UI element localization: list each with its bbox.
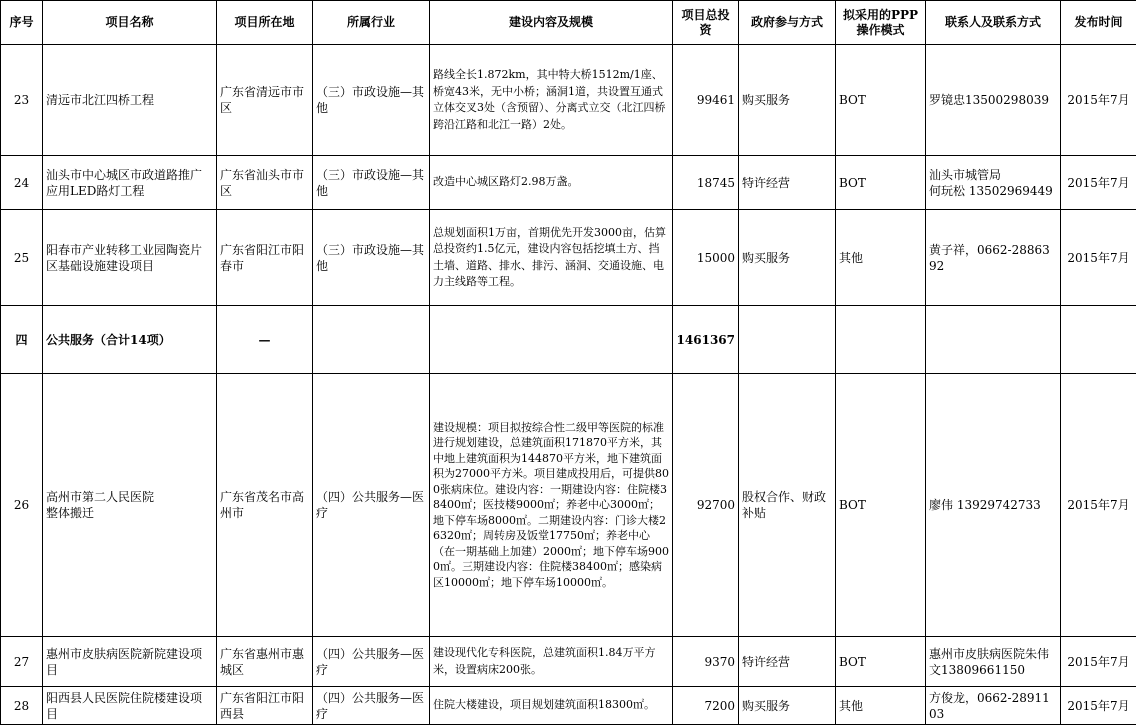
cell-industry: （四）公共服务—医疗	[313, 374, 430, 637]
col-header-contact: 联系人及联系方式	[926, 1, 1061, 45]
section-location: —	[217, 306, 313, 374]
cell-scope: 建设规模：项目拟按综合性二级甲等医院的标准进行规划建设，总建筑面积171870平方米，其中地上建筑面积为144870平方米，地下建筑面积为27000平方米。项目建成投用后，可提供800张病床位。建设内容：一期建设内容：住院楼38400㎡；医技楼9000㎡；养老中心3000㎡；地下停车场8000㎡。二期建设内容：门诊大楼26320㎡；周转房及饭堂17750㎡；养老中心（在一期基础上加建）2000㎡；地下停车场9000㎡。三期建设内容：住院楼38400㎡；感染病区10000㎡；地下停车场10000㎡。	[430, 374, 673, 637]
cell-name: 惠州市皮肤病医院新院建设项目	[43, 637, 217, 687]
section-name: 公共服务（合计14项）	[43, 306, 217, 374]
cell-location: 广东省清远市市区	[217, 45, 313, 156]
col-header-investment: 项目总投资	[673, 1, 739, 45]
cell-mode: BOT	[836, 156, 926, 210]
cell-no: 26	[1, 374, 43, 637]
col-header-name: 项目名称	[43, 1, 217, 45]
cell-industry: （四）公共服务—医疗	[313, 637, 430, 687]
cell-scope: 路线全长1.872km，其中特大桥1512m/1座、桥宽43米，无中小桥；涵洞1道，共设置互通式立体交叉3处（含预留）、分离式立交（北江四桥跨沿江路和北江一路）2处。	[430, 45, 673, 156]
header-row	[1, 1, 1136, 45]
table-row	[1, 45, 1136, 156]
cell-location: 广东省阳江市阳西县	[217, 687, 313, 725]
col-header-location: 项目所在地	[217, 1, 313, 45]
cell-gov: 购买服务	[739, 45, 836, 156]
cell-date: 2015年7月	[1061, 374, 1136, 637]
col-header-gov: 政府参与方式	[739, 1, 836, 45]
table-row	[1, 210, 1136, 306]
cell-date: 2015年7月	[1061, 156, 1136, 210]
cell-name: 高州市第二人民医院 整体搬迁	[43, 374, 217, 637]
cell-no: 24	[1, 156, 43, 210]
cell-contact: 方俊龙，0662-2891103	[926, 687, 1061, 725]
section-gov	[739, 306, 836, 374]
cell-scope: 建设现代化专科医院，总建筑面积1.84万平方米，设置病床200张。	[430, 637, 673, 687]
cell-location: 广东省阳江市阳春市	[217, 210, 313, 306]
section-industry	[313, 306, 430, 374]
cell-no: 25	[1, 210, 43, 306]
cell-gov: 购买服务	[739, 210, 836, 306]
col-header-industry: 所属行业	[313, 1, 430, 45]
cell-name: 阳春市产业转移工业园陶瓷片区基础设施建设项目	[43, 210, 217, 306]
section-date	[1061, 306, 1136, 374]
cell-investment: 92700	[673, 374, 739, 637]
cell-gov: 股权合作、财政补贴	[739, 374, 836, 637]
cell-date: 2015年7月	[1061, 637, 1136, 687]
cell-investment: 18745	[673, 156, 739, 210]
cell-industry: （三）市政设施—其他	[313, 210, 430, 306]
cell-no: 27	[1, 637, 43, 687]
cell-mode: 其他	[836, 210, 926, 306]
cell-name: 阳西县人民医院住院楼建设项目	[43, 687, 217, 725]
cell-contact: 汕头市城管局 何玩松 13502969449	[926, 156, 1061, 210]
table-row	[1, 374, 1136, 637]
col-header-mode: 拟采用的PPP 操作模式	[836, 1, 926, 45]
cell-scope: 改造中心城区路灯2.98万盏。	[430, 156, 673, 210]
table-row	[1, 687, 1136, 725]
cell-location: 广东省惠州市惠城区	[217, 637, 313, 687]
cell-no: 28	[1, 687, 43, 725]
cell-gov: 购买服务	[739, 687, 836, 725]
col-header-no: 序号	[1, 1, 43, 45]
cell-name: 汕头市中心城区市政道路推广应用LED路灯工程	[43, 156, 217, 210]
table-row	[1, 156, 1136, 210]
cell-investment: 99461	[673, 45, 739, 156]
section-no: 四	[1, 306, 43, 374]
cell-scope: 总规划面积1万亩，首期优先开发3000亩，估算总投资约1.5亿元，建设内容包括挖填土方、挡土墙、道路、排水、排污、涵洞、交通设施、电力主线路等工程。	[430, 210, 673, 306]
section-row	[1, 306, 1136, 374]
cell-date: 2015年7月	[1061, 210, 1136, 306]
cell-mode: BOT	[836, 374, 926, 637]
cell-industry: （四）公共服务—医疗	[313, 687, 430, 725]
section-scope	[430, 306, 673, 374]
cell-mode: 其他	[836, 687, 926, 725]
section-mode	[836, 306, 926, 374]
table-row	[1, 637, 1136, 687]
cell-investment: 7200	[673, 687, 739, 725]
cell-contact: 廖伟 13929742733	[926, 374, 1061, 637]
cell-name: 清远市北江四桥工程	[43, 45, 217, 156]
cell-mode: BOT	[836, 637, 926, 687]
section-contact	[926, 306, 1061, 374]
section-investment: 1461367	[673, 306, 739, 374]
cell-date: 2015年7月	[1061, 45, 1136, 156]
cell-date: 2015年7月	[1061, 687, 1136, 725]
cell-gov: 特许经营	[739, 156, 836, 210]
col-header-date: 发布时间	[1061, 1, 1136, 45]
cell-gov: 特许经营	[739, 637, 836, 687]
cell-industry: （三）市政设施—其他	[313, 156, 430, 210]
cell-mode: BOT	[836, 45, 926, 156]
cell-contact: 黄子祥，0662-2886392	[926, 210, 1061, 306]
cell-location: 广东省汕头市市区	[217, 156, 313, 210]
cell-industry: （三）市政设施—其他	[313, 45, 430, 156]
cell-contact: 罗镜忠13500298039	[926, 45, 1061, 156]
cell-investment: 9370	[673, 637, 739, 687]
cell-contact: 惠州市皮肤病医院朱伟文13809661150	[926, 637, 1061, 687]
cell-scope: 住院大楼建设，项目规划建筑面积18300㎡。	[430, 687, 673, 725]
cell-investment: 15000	[673, 210, 739, 306]
cell-no: 23	[1, 45, 43, 156]
cell-location: 广东省茂名市高州市	[217, 374, 313, 637]
col-header-scope: 建设内容及规模	[430, 1, 673, 45]
